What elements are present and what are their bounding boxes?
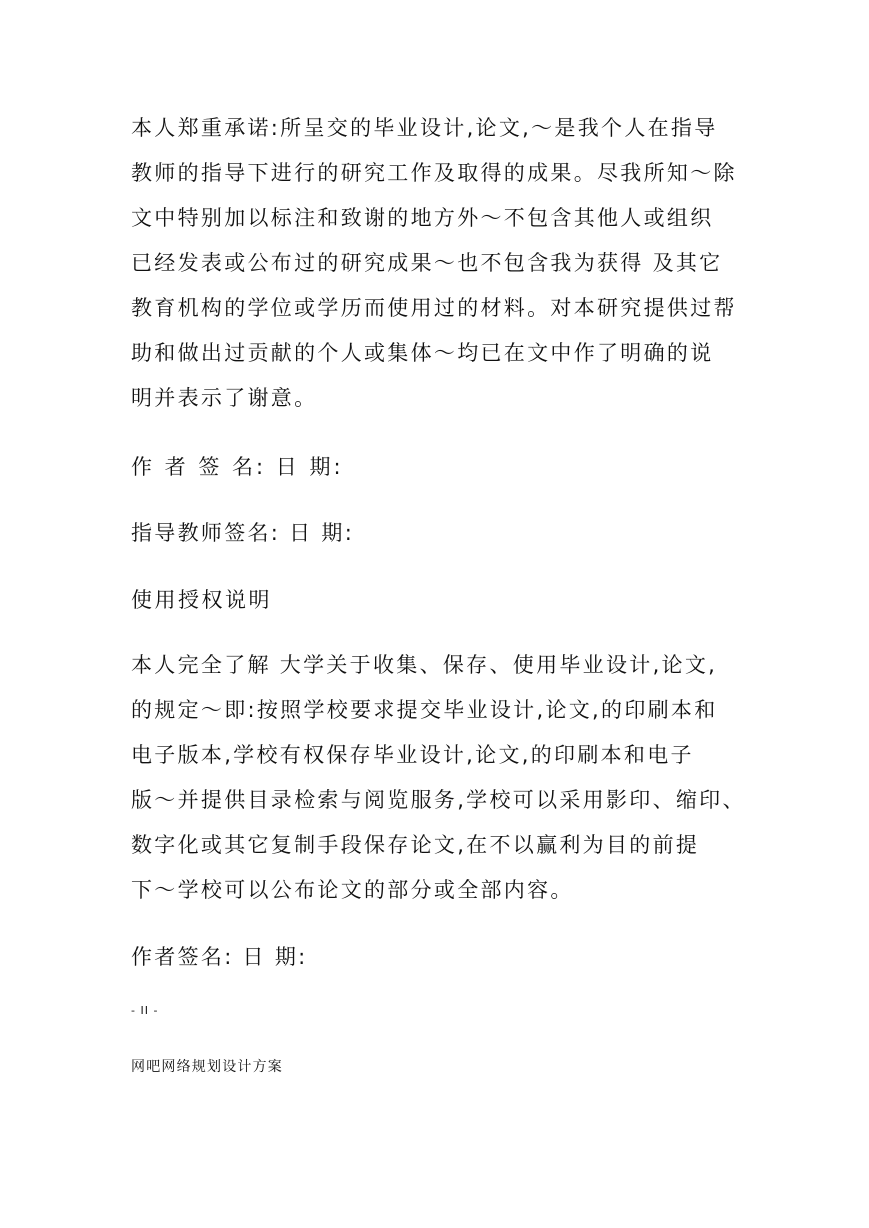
declaration-line-6: 助和做出过贡献的个人或集体～均已在文中作了明确的说 [131,341,714,365]
declaration-line-5: 教育机构的学位或学历而使用过的材料。对本研究提供过帮 [131,296,737,320]
declaration-line-3: 文中特别加以标注和致谢的地方外～不包含其他人或组织 [131,206,714,230]
authorization-line-6: 下～学校可以公布论文的部分或全部内容。 [131,878,574,902]
footer-title: 网吧网络规划设计方案 [131,1059,283,1075]
authorization-line-4: 版～并提供目录检索与阅览服务,学校可以采用影印、缩印、 [131,788,746,812]
advisor-signature-line: 指导教师签名: 日 期: [131,521,355,545]
authorization-line-3: 电子版本,学校有权保存毕业设计,论文,的印刷本和电子 [131,743,694,767]
declaration-line-2: 教师的指导下进行的研究工作及取得的成果。尽我所知～除 [131,161,737,185]
declaration-line-4: 已经发表或公布过的研究成果～也不包含我为获得 及其它 [131,251,723,275]
declaration-line-1: 本人郑重承诺:所呈交的毕业设计,论文,～是我个人在指导 [131,116,718,140]
page-number: - II - [131,1004,159,1017]
authorization-author-signature-line: 作者签名: 日 期: [131,945,308,969]
authorization-line-1: 本人完全了解 大学关于收集、保存、使用毕业设计,论文, [131,653,718,677]
authorization-line-5: 数字化或其它复制手段保存论文,在不以赢利为目的前提 [131,833,700,857]
authorization-title: 使用授权说明 [131,588,272,612]
author-signature-line: 作 者 签 名: 日 期: [131,455,344,479]
authorization-line-2: 的规定～即:按照学校要求提交毕业设计,论文,的印刷本和 [131,698,718,722]
declaration-line-7: 明并表示了谢意。 [131,386,318,410]
